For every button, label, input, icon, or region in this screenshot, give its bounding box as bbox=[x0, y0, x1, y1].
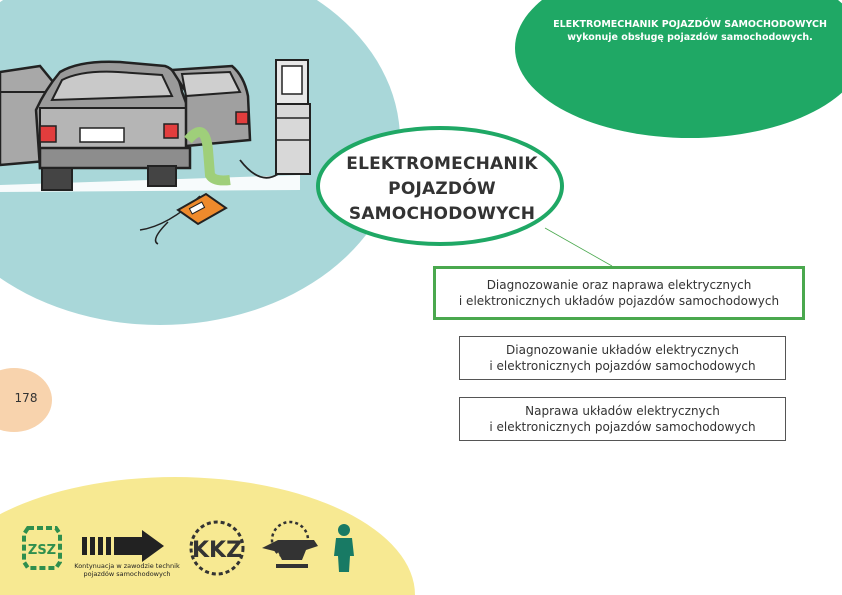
svg-text:ZSZ: ZSZ bbox=[27, 543, 57, 558]
task-box-sub1 bbox=[459, 336, 786, 380]
header-title-line1: ELEKTROMECHANIK POJAZDÓW SAMOCHODOWYCH bbox=[553, 19, 827, 30]
central-title-line1: ELEKTROMECHANIK bbox=[346, 154, 538, 174]
task-main-line2: i elektronicznych układów pojazdów samochodowych bbox=[458, 294, 780, 308]
task-sub2-line2: i elektronicznych pojazdów samochodowych bbox=[489, 420, 756, 434]
central-title-line3: SAMOCHODOWYCH bbox=[348, 204, 536, 224]
svg-text:KKZ: KKZ bbox=[191, 538, 243, 563]
central-title-line2: POJAZDÓW bbox=[388, 179, 496, 199]
green-header-text bbox=[540, 18, 840, 44]
task-sub1-line1: Diagnozowanie układów elektrycznych bbox=[506, 343, 739, 357]
connector-line bbox=[545, 228, 612, 266]
task-sub2-line1: Naprawa układów elektrycznych bbox=[525, 404, 720, 418]
arrow-caption-line1: Kontynuacja w zawodzie technik bbox=[74, 562, 180, 570]
page-number: 178 bbox=[14, 391, 38, 405]
task-main-line1: Diagnozowanie oraz naprawa elektrycznych bbox=[486, 278, 752, 292]
yellow-blob bbox=[0, 477, 415, 595]
task-box-main bbox=[433, 266, 805, 320]
header-title-line2: wykonuje obsługę pojazdów samochodowych. bbox=[567, 32, 813, 43]
task-box-sub2 bbox=[459, 397, 786, 441]
arrow-caption-line2: pojazdów samochodowych bbox=[83, 570, 171, 578]
task-sub1-line2: i elektronicznych pojazdów samochodowych bbox=[489, 359, 756, 373]
arrow-caption bbox=[72, 562, 182, 578]
central-title bbox=[322, 152, 562, 227]
